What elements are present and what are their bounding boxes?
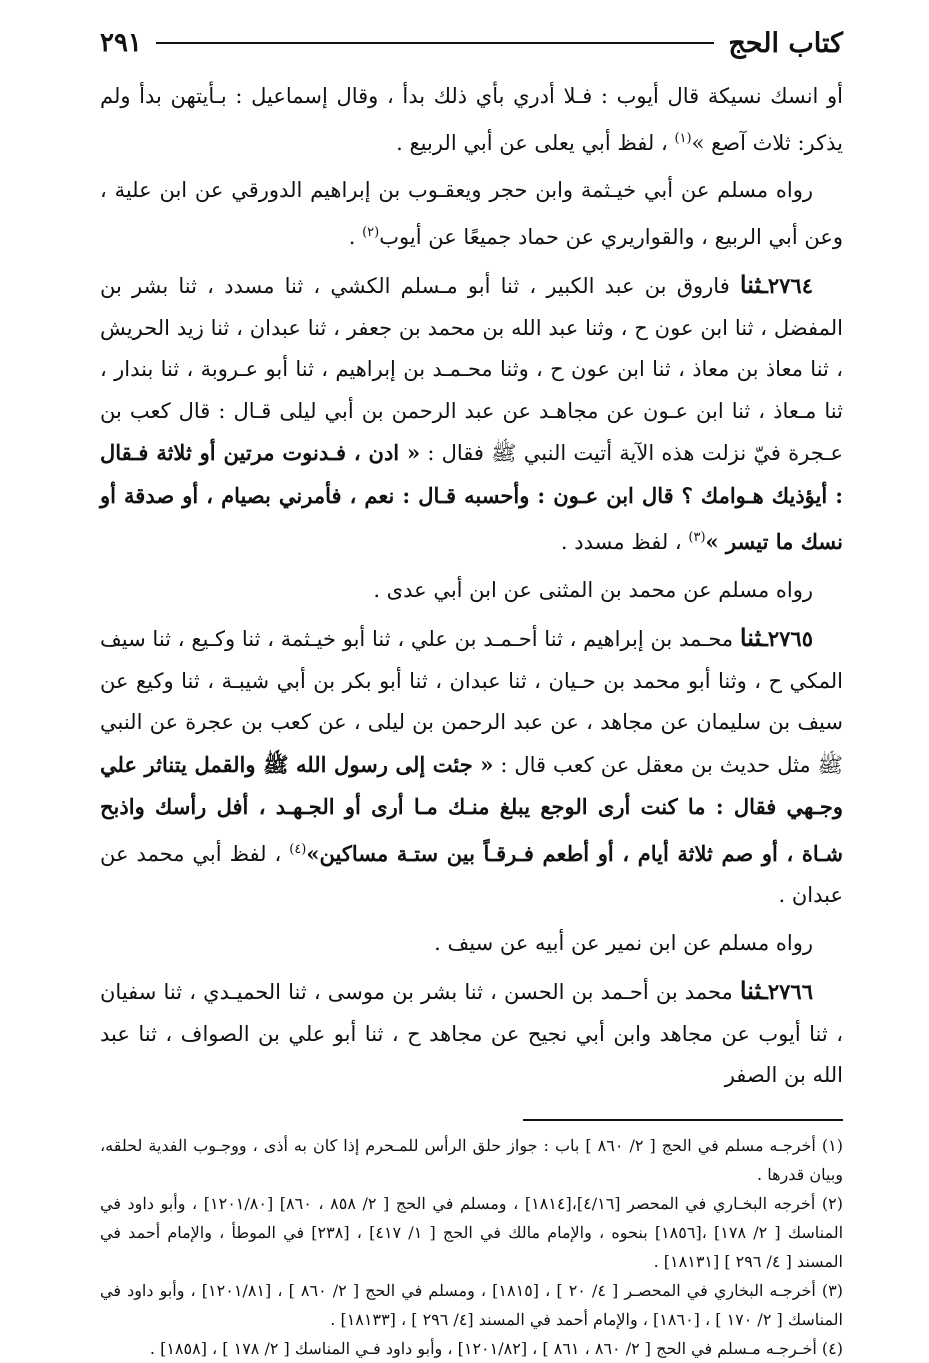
footnote: (٤) أخـرجـه مـسلم في الحج [ ٢/ ٨٦٠ ، ٨٦١ ] ، [١٢٠١/٨٢] ، وأبو داود فـي المناسك [ ٢/ ١٧٨ ] ، [١٨٥٨] . — [149, 1338, 843, 1358]
narration-word: ثنا — [739, 270, 762, 299]
text-run: . — [348, 224, 356, 249]
narration-word: ثنا — [739, 623, 762, 652]
footnote-ref: (٤) — [289, 841, 307, 857]
paragraph — [100, 617, 843, 917]
paragraph — [100, 570, 843, 612]
paragraph — [100, 76, 843, 164]
text-run: رواه مسلم عن محمد بن المثنى عن ابن أبي عدى . — [373, 577, 813, 602]
footnote-ref: (١) — [674, 130, 692, 146]
hadith-number: ٢٧٦٦ـ — [761, 979, 813, 1004]
hadith-matn: « ادن ، فـدنوت مرتين أو ثلاثة فـقال : أيؤذيك هـوامك ؟ قال ابن عـون : وأحسبه قـال : نعم ، فأمرني بصيام ، أو صدقة أو نسك ما تيسر » — [100, 440, 843, 554]
text-run: أو انسك نسيكة قال أيوب : فـلا أدري بأي ذلك بدأ ، وقال إسماعيل : بـأيتهن بدأ ولم يذكر: ثلاث آصع » — [100, 84, 843, 155]
text-run: محـمد بن إبراهيم ، ثنا أحـمـد بن علي ، ثنا أبو خيـثمة ، ثنا وكـيع ، ثنا سيف المكي ح ، وثنا أبو محمد بن حـيان ، ثنا عبدان ، ثنا أبو بكر بن أبي شيبـة ، ثنا وكيع عن سيف بن سليمان عن مجاهد ، عن عبد الرحمن بن ليلى ، عن كعب بن عجرة عن النبي ﷺ مثل حديث بن معقل عن كعب قال : — [100, 627, 843, 777]
footnote: (٣) أخرجـه البخاري في المحصـر [ ٤/ ٢٠ ] ، [١٨١٥] ، ومسلم في الحج [ ٢/ ٨٦٠ ] ، [١٢٠١/٨١] ، وأبو داود في المناسك [ ٢/ ١٧٠ ] ، [١٨٦٠] ، والإمام أحمد في المسند [٤/ ٢٩٦ ] ، [١٨١٣٣] . — [100, 1280, 843, 1329]
paragraph — [100, 264, 843, 564]
main-text — [100, 76, 843, 1097]
chapter-title: كتاب الحج — [728, 27, 843, 59]
paragraph — [100, 970, 843, 1097]
paragraph — [100, 170, 843, 258]
hadith-number: ٢٧٦٤ـ — [761, 273, 813, 298]
text-run: محمد بن أحـمد بن الحسن ، ثنا بشر بن موسى ، ثنا الحميـدي ، ثنا سفيان ، ثنا أيوب عن مجاهد وابن أبي نجيح عن مجاهد ح ، ثنا أبو علي بن الصواف ، ثنا عبد الله بن الصفر — [100, 980, 843, 1087]
narration-word: ثنا — [739, 976, 762, 1005]
footnote-divider — [523, 1119, 843, 1121]
footnotes — [100, 1131, 843, 1363]
text-run: ، لفظ أبي يعلى عن أبي الربيع . — [396, 130, 668, 155]
paragraph — [100, 923, 843, 965]
page-header — [100, 18, 843, 68]
footnote: (١) أخرجـه مسلم في الحج [ ٢/ ٨٦٠ ] باب : جواز حلق الرأس للمـحرم إذا كان به أذى ، ووجـوب الفدية لحلقه، وبيان قدرها . — [100, 1135, 843, 1184]
hadith-number: ٢٧٦٥ـ — [761, 626, 813, 651]
hadith-matn: « جئت إلى رسول الله ﷺ والقمل يتناثر علي وجـهي فقال : ما كنت أرى الوجع يبلغ منـك مـا أرى أو الجـهـد ، أفل رأسك واذبح شـاة ، أو صم ثلاثة أيام ، أو أطعم فـرقـاً بين ستـة مساكين» — [100, 751, 843, 866]
text-run: فاروق بن عبد الكبير ، ثنا أبو مـسلم الكشي ، ثنا مسدد ، ثنا بشر بن المفضل ، ثنا ابن عون ح ، وثنا عبد الله بن محمد بن جعفر ، ثنا عبدان ، ثنا زيد الحريش ، ثنا معاذ بن معاذ ، ثنا ابن عون ح ، وثنا محـمـد بن إبراهيم ، ثنا أبو عـروبة ، ثنا بندار ، ثنا مـعاذ ، ثنا ابن عـون عن مجاهـد عن عبد الرحمن بن أبي ليلى قـال : قال كعب بن عـجرة فيّ نزلت هذه الآية أتيت النبي ﷺ فقال : — [100, 274, 843, 465]
footnote-ref: (٣) — [688, 530, 706, 545]
page-number: ٢٩١ — [100, 28, 142, 58]
text-run: ، لفظ أبي محمد عن عبدان . — [100, 841, 843, 907]
footnote-ref: (٢) — [362, 224, 380, 240]
text-run: رواه مسلم عن ابن نمير عن أبيه عن سيف . — [434, 930, 813, 955]
footnote: (٢) أخرجه البخـاري في المحصر [٤/١٦]،[١٨١٤] ، ومسلم في الحج [ ٢/ ٨٥٨ ، ٨٦٠] [١٢٠١/٨٠] ، وأبو داود في المناسك [ ٢/ ١٧٨] ،[١٨٥٦] بنحوه ، والإمام مالك في الحج [ ١/ ٤١٧] ، [٢٣٨] في الموطأ ، والإمام أحمد في المسند [ ٤/ ٢٩٦ ] [١٨١٣١] . — [100, 1193, 844, 1271]
text-run: ، لفظ مسدد . — [560, 530, 682, 554]
header-rule — [156, 42, 714, 44]
text-run: رواه مسلم عن أبي خيـثمة وابن حجر ويعقـوب بن إبراهيم الدورقي عن ابن علية ، وعن أبي الربيع ، والقواريري عن حماد جميعًا عن أيوب — [100, 178, 843, 249]
